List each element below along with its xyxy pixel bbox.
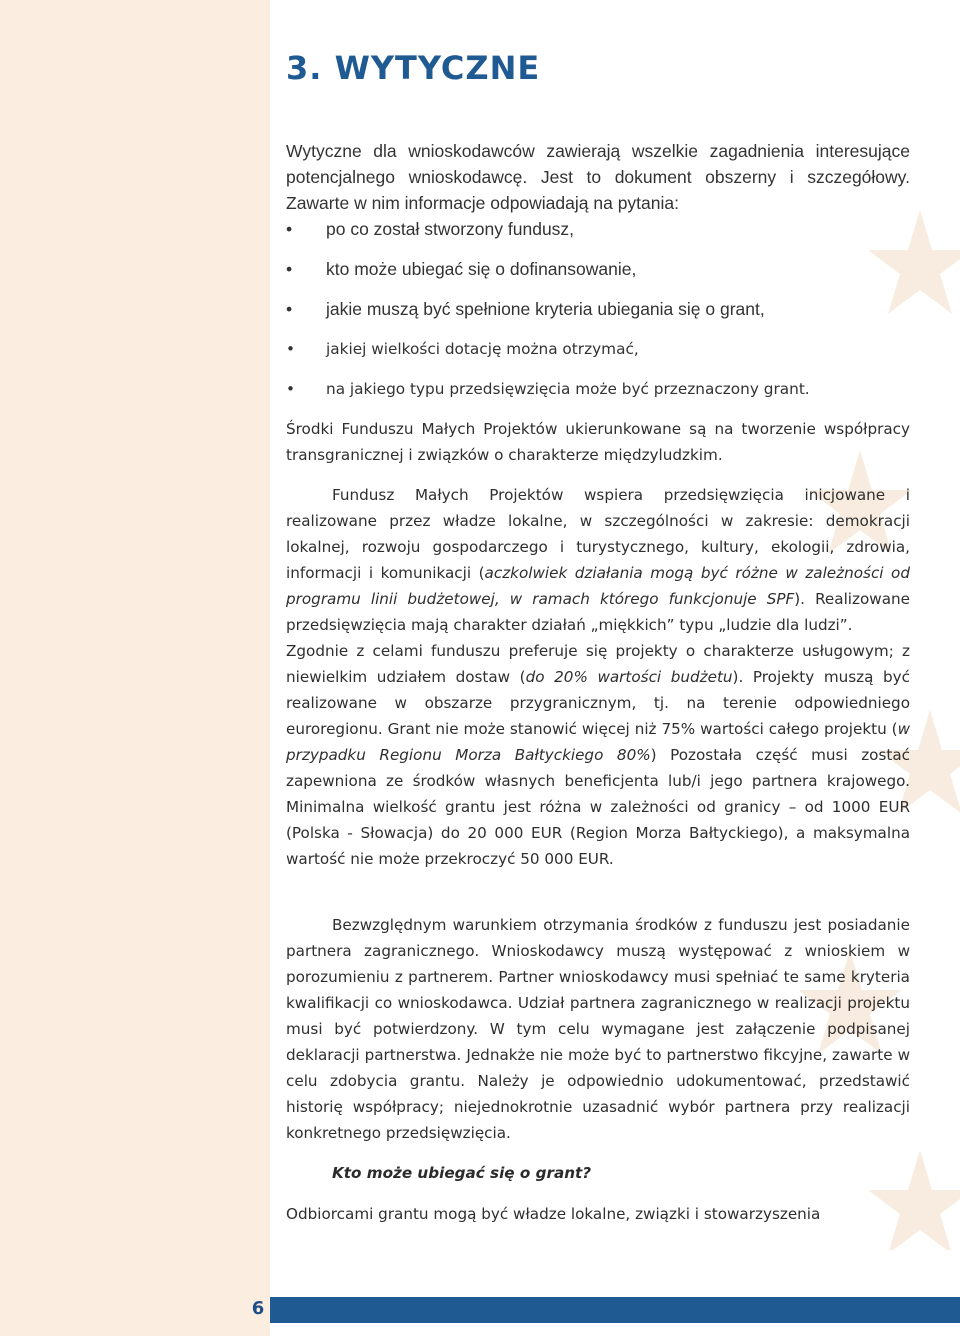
question-list <box>286 216 910 416</box>
list-item: • po co został stworzony fundusz, <box>286 216 910 256</box>
list-item: • kto może ubiegać się o dofinansowanie, <box>286 256 910 296</box>
list-item: • jakiej wielkości dotację można otrzymać, <box>286 336 910 376</box>
list-item: • na jakiego typu przedsięwzięcia może być przeznaczony grant. <box>286 376 910 416</box>
paragraph-recipients: Odbiorcami grantu mogą być władze lokalne, związki i stowarzyszenia <box>286 1205 821 1224</box>
paragraph-emphasis: w przypadku Regionu Morza Bałtyckiego 80% <box>286 720 910 764</box>
paragraph-fund-scope <box>286 482 910 638</box>
paragraph-emphasis: aczkolwiek działania mogą być różne w zależności od programu linii budżetowej, w ramach którego funkcjonuje SPF <box>286 564 910 608</box>
paragraph-text: ). Realizowane przedsięwzięcia mają charakter działań „miękkich” typu „ludzie dla ludzi”. <box>286 590 910 634</box>
footer-left <box>0 1297 270 1336</box>
paragraph-text: Fundusz Małych Projektów wspiera przedsięwzięcia inicjowane i realizowane przez władze lokalne, w szczególności w zakresie: demokracji lokalnej, rozwoju gospodarczego i turystycznego, kultury, ekologii, zdrowia, informacji i komunikacji ( <box>286 486 910 582</box>
paragraph-text: ). Projekty muszą być realizowane w obszarze przygranicznym, tj. na terenie odpowiedniego euroregionu. Grant nie może stanowić więcej niż 75% wartości całego projektu ( <box>286 668 910 738</box>
intro-paragraph: Wytyczne dla wnioskodawców zawierają wszelkie zagadnienia interesujące potencjalnego wnioskodawcę. Jest to dokument obszerny i szczegółowy. Zawarte w nim informacje odpowiadają na pytania: <box>286 141 910 213</box>
paragraph-emphasis: do 20% wartości budżetu <box>525 668 733 686</box>
paragraph-text: Zgodnie z celami funduszu preferuje się projekty o charakterze usługowym; z niewielkim udziałem dostaw ( <box>286 642 910 686</box>
left-margin-band <box>0 0 270 1336</box>
list-item: • jakie muszą być spełnione kryteria ubiegania się o grant, <box>286 296 910 336</box>
paragraph-funding-purpose: Środki Funduszu Małych Projektów ukierunkowane są na tworzenie współpracy transgranicznej i związków o charakterze międzyludzkim. <box>286 420 910 464</box>
subheading-question: Kto może ubiegać się o grant? <box>332 1164 592 1182</box>
paragraph-partner-requirement: Bezwzględnym warunkiem otrzymania środków z funduszu jest posiadanie partnera zagranicznego. Wnioskodawcy muszą występować z wnioskiem w porozumieniu z partnerem. Partner wnioskodawcy musi spełniać te same kryteria kwalifikacji co wnioskodawca. Udział partnera zagranicznego w realizacji projektu musi być potwierdzony. W tym celu wymagane jest załączenie podpisanej deklaracji partnerstwa. Jednakże nie może być to partnerstwo fikcyjne, zawarte w celu zdobycia grantu. Należy je odpowiednio udokumentować, przedstawić historię współpracy; niejednokrotnie uzasadnić wybór partnera przy realizacji konkretnego przedsięwzięcia. <box>286 916 910 1142</box>
section-title: 3. WYTYCZNE <box>286 49 541 87</box>
paragraph-project-rules <box>286 638 910 872</box>
footer-bar <box>270 1297 960 1323</box>
page-content <box>286 40 910 1227</box>
page-number: 6 <box>251 1298 265 1319</box>
paragraph-text: ) Pozostała część musi zostać zapewniona ze środków własnych beneficjenta lub/i jego partnera krajowego. Minimalna wielkość grantu jest różna w zależności od granicy – od 1000 EUR (Polska - Słowacja) do 20 000 EUR (Region Morza Bałtyckiego), a maksymalna wartość nie może przekroczyć 50 000 EUR. <box>286 746 910 868</box>
